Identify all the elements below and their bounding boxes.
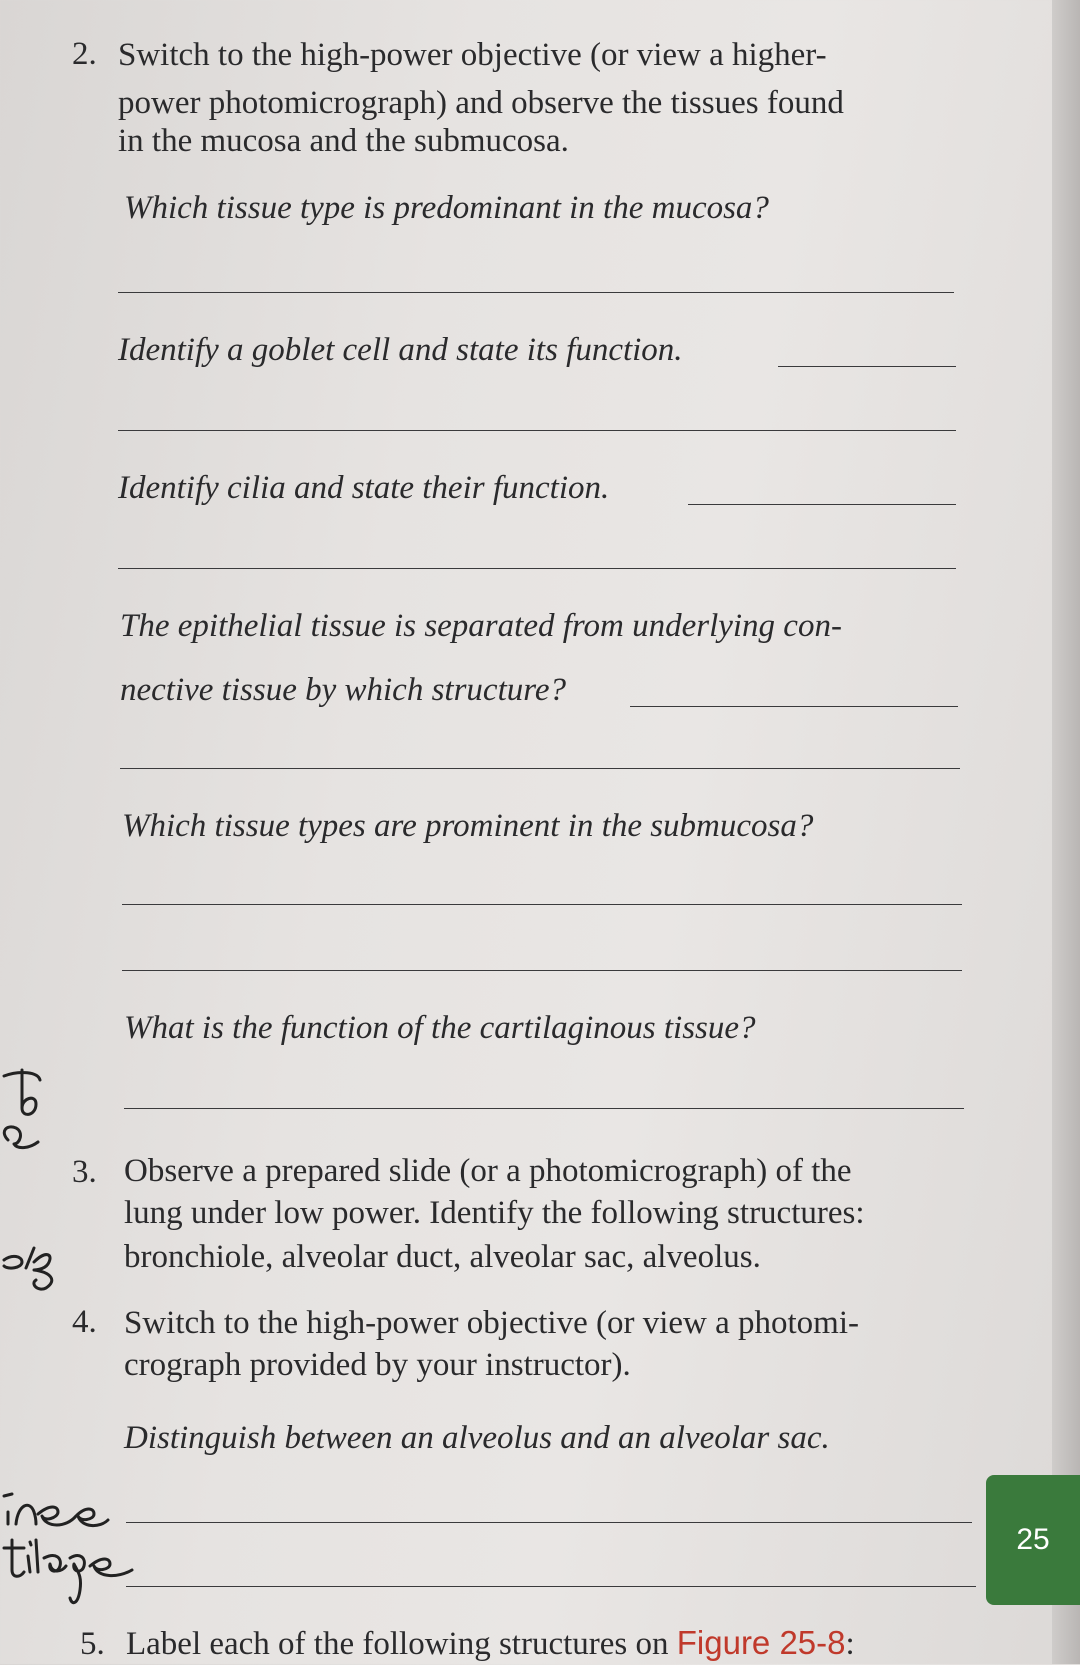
answer-line[interactable] [630, 706, 958, 707]
answer-line[interactable] [120, 768, 960, 769]
item-5-colon: : [845, 1626, 855, 1662]
item-5-text [126, 1622, 855, 1665]
question-cilia: Identify cilia and state their function. [118, 470, 610, 506]
item-3-line-2: lung under low power. Identify the following structures: [124, 1195, 865, 1231]
item-2-line-2: power photomicrograph) and observe the tissues found [118, 85, 844, 121]
figure-reference-link[interactable]: Figure 25-8 [676, 1624, 846, 1661]
item-2-line-1: Switch to the high-power objective (or view a higher- [118, 37, 827, 73]
question-submucosa-tissues: Which tissue types are prominent in the submucosa? [122, 808, 814, 844]
answer-line[interactable] [688, 504, 956, 505]
item-4-line-1: Switch to the high-power objective (or view a photomi- [124, 1305, 859, 1341]
question-goblet-cell: Identify a goblet cell and state its function. [118, 332, 683, 368]
item-3-line-3: bronchiole, alveolar duct, alveolar sac, alveolus. [124, 1239, 761, 1275]
item-5-label: Label each of the following structures on [126, 1626, 677, 1662]
item-5-number: 5. [80, 1626, 105, 1662]
question-cartilage-function: What is the function of the cartilaginous tissue? [124, 1010, 756, 1046]
item-2-number: 2. [72, 36, 97, 72]
item-3-line-1: Observe a prepared slide (or a photomicrograph) of the [124, 1153, 852, 1189]
question-basement-membrane-line-1: The epithelial tissue is separated from underlying con- [120, 608, 842, 644]
answer-line[interactable] [118, 568, 956, 569]
question-alveolus-vs-sac: Distinguish between an alveolus and an alveolar sac. [124, 1420, 830, 1456]
item-2-line-3: in the mucosa and the submucosa. [118, 123, 569, 159]
answer-line[interactable] [778, 366, 956, 367]
chapter-tab: 25 [986, 1475, 1080, 1605]
page-edge [1052, 0, 1080, 1664]
item-4-number: 4. [72, 1304, 97, 1340]
answer-line[interactable] [122, 904, 962, 905]
question-basement-membrane-line-2: nective tissue by which structure? [120, 672, 566, 708]
handwritten-margin-notes [0, 0, 150, 1664]
answer-line[interactable] [122, 970, 962, 971]
answer-line[interactable] [126, 1586, 976, 1587]
answer-line[interactable] [118, 430, 956, 431]
item-3-number: 3. [72, 1154, 97, 1190]
answer-line[interactable] [118, 292, 954, 293]
question-mucosa-tissue: Which tissue type is predominant in the mucosa? [124, 190, 769, 226]
answer-line[interactable] [126, 1522, 972, 1523]
item-4-line-2: crograph provided by your instructor). [124, 1347, 631, 1383]
answer-line[interactable] [124, 1108, 964, 1109]
